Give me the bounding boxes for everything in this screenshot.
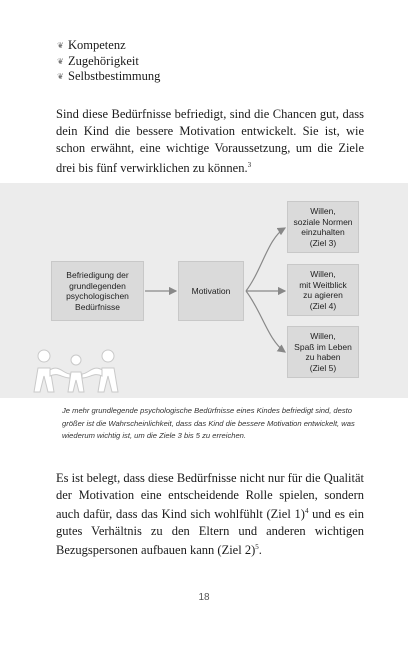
motivation-box: Motivation	[178, 261, 244, 321]
paragraph	[56, 106, 364, 177]
bullet-list	[56, 38, 160, 85]
leaf-icon: ❦	[57, 56, 64, 66]
bullet-text: Selbstbestimmung	[68, 69, 161, 83]
footnote-marker: 4	[304, 507, 309, 515]
goal-box-4: Willen, mit Weitblick zu agieren (Ziel 4)	[287, 264, 359, 316]
cause-box: Befriedigung der grundlegenden psychologischen Bedürfnisse	[51, 261, 144, 321]
list-item	[56, 54, 160, 70]
family-logo-icon	[28, 346, 124, 394]
goal-box-3: Willen, soziale Normen einzuhalten (Ziel 3)	[287, 201, 359, 253]
list-item	[56, 38, 160, 54]
bullet-text: Zugehörigkeit	[68, 53, 139, 68]
list-item	[56, 69, 160, 85]
footnote-marker: 3	[247, 161, 252, 169]
figure-caption: Je mehr grundlegende psychologische Bedürfnisse eines Kindes befriedigt sind, desto größer ist die Wahrscheinlichkeit, dass das Kind die bessere Motivation entwickelt, was wiederum wichtig ist, um die Ziele 3 bis 5 zu erreichen.	[62, 406, 355, 440]
paragraph-text: Sind diese Bedürfnisse befriedigt, sind die Chancen gut, dass dein Kind die bessere Motivation entwickelt. Sie ist, wie schon erwähnt, eine wichtige Voraussetzung, um die Ziele drei bis fünf verwirklichen zu können.	[56, 107, 364, 176]
leaf-icon: ❦	[57, 72, 64, 81]
bullet-text: Kompetenz	[68, 38, 126, 52]
footnote-marker: 5	[255, 543, 259, 552]
goal-box-5: Willen, Spaß im Leben zu haben (Ziel 5)	[287, 326, 359, 378]
page-number: 18	[198, 592, 210, 603]
leaf-icon: ❦	[57, 41, 64, 50]
paragraph: Es ist belegt, dass diese Bedürfnisse nicht nur für die Qualität der Motivation eine entscheidende Rolle spielen, sondern auch dafür, dass das Kind sich wohlfühlt (Ziel 1)$^4$ und es ein gutes Verhältnis zu den Eltern und anderen wichtigen Bezugspersonen aufbauen kann (Ziel 2)$^5$.	[56, 471, 365, 558]
